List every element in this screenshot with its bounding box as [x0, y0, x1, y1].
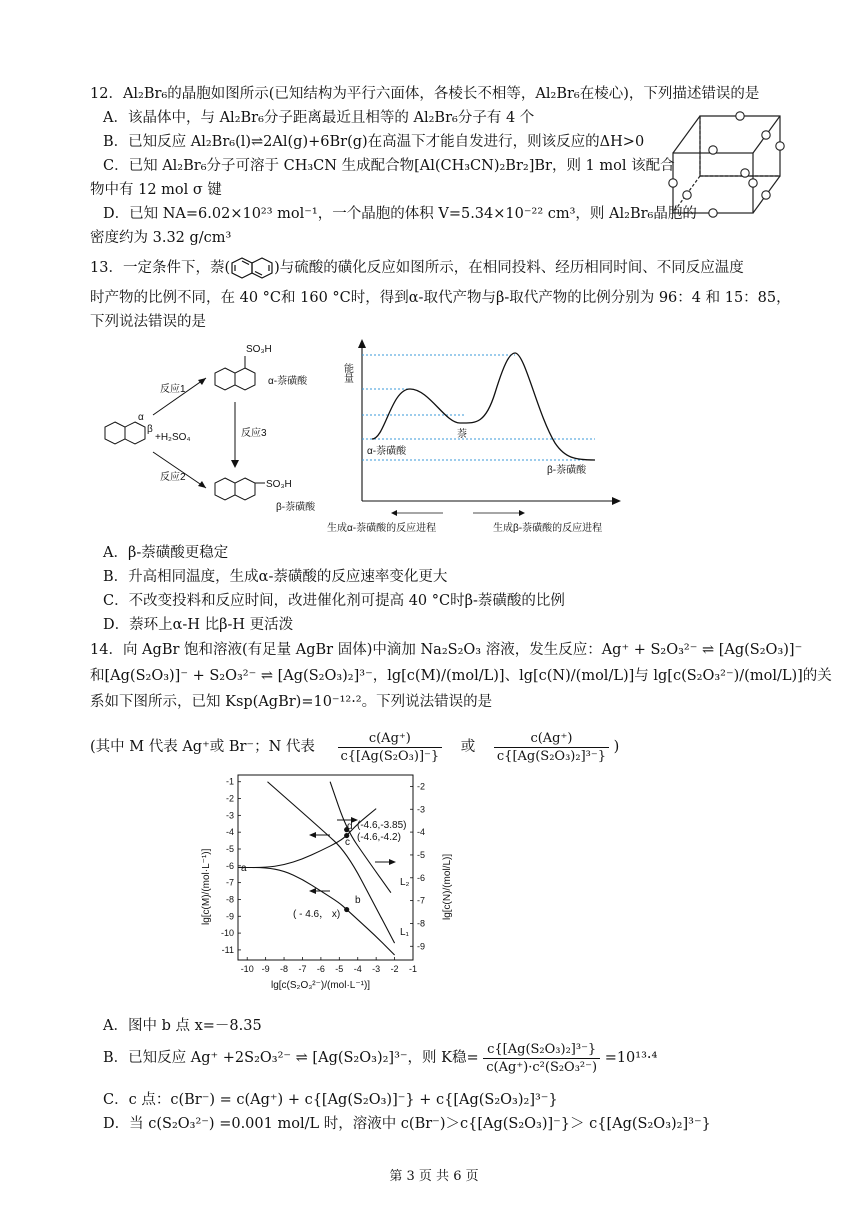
- q14-frac1-den: c{[Ag(S₂O₃)]⁻}: [340, 748, 440, 764]
- scheme-beta-name: β-萘磺酸: [276, 502, 316, 513]
- x-tick-label: -1: [408, 964, 418, 974]
- lg-concentration-chart: [195, 765, 455, 1005]
- q12-option-c-line2: 物中有 12 mol σ 键: [90, 182, 222, 198]
- q13-stem-line3: 下列说法错误的是: [90, 314, 206, 330]
- x-tick-label: -6: [316, 964, 325, 974]
- scheme-alpha-label: α: [138, 412, 144, 423]
- point-c-label: c: [345, 837, 350, 848]
- scheme-h2so4: +H₂SO₄: [155, 432, 191, 443]
- q14-stem-line2: 和[Ag(S₂O₃)]⁻ + S₂O₃²⁻ ⇌ [Ag(S₂O₃)₂]³⁻，lg[c(M)/(mol/L)]、lg[c(N)/(mol/L)]与 lg[c(S₂O₃²⁻)/(mol/L)]的关: [90, 668, 832, 684]
- curve-M-upper: [238, 809, 376, 868]
- energy-beta-label: β-萘磺酸: [547, 465, 587, 476]
- x-tick-label: -7: [298, 964, 307, 974]
- q13-stem-part1: 13．一定条件下，萘(: [90, 260, 231, 276]
- q14-option-a: A．图中 b 点 x=－8.35: [103, 1018, 262, 1034]
- sulfonation-scheme: [98, 340, 338, 520]
- y-left-tick-label: -11: [221, 944, 234, 955]
- q14-option-b-num: c{[Ag(S₂O₃)₂]³⁻}: [483, 1041, 600, 1059]
- y-right-tick-label: -3: [417, 804, 426, 815]
- q13-stem-line2: 时产物的比例不同，在 40 °C和 160 °C时，得到α-取代产物与β-取代产物的比例分别为 96：4 和 15：85，: [90, 290, 791, 306]
- chart-xlabel: lg[c(S₂O₃²⁻)/(mol·L⁻¹)]: [271, 980, 371, 991]
- y-right-tick-label: -4: [417, 827, 426, 838]
- scheme-so3h-bottom: SO₃H: [266, 479, 292, 490]
- q13-stem-line1: [90, 256, 744, 280]
- energy-profile-diagram: [325, 333, 625, 538]
- chart-ylabel-right: lg[c(N)/(mol/L)]: [442, 853, 453, 920]
- point-b-label: b: [355, 895, 361, 906]
- q14-stem-line1: 14．向 AgBr 饱和溶液(有足量 AgBr 固体)中滴加 Na₂S₂O₃ 溶液，发生反应：Ag⁺ + S₂O₃²⁻ ⇌ [Ag(S₂O₃)]⁻: [90, 642, 803, 658]
- y-left-tick-label: -9: [225, 911, 234, 922]
- y-right-tick-label: -6: [417, 872, 426, 883]
- q14-frac2: [494, 730, 609, 765]
- point-a-label: a: [241, 863, 247, 874]
- y-left-tick-label: -10: [220, 928, 234, 939]
- point-d-coord: (-4.6,-3.85): [357, 820, 407, 831]
- x-tick-label: -5: [335, 964, 344, 974]
- unit-cell-diagram: [665, 108, 790, 223]
- x-tick-label: -2: [390, 964, 399, 974]
- y-left-tick-label: -4: [225, 827, 234, 838]
- naphthalene-structure: [230, 256, 274, 280]
- y-right-tick-label: -8: [417, 918, 426, 929]
- q13-option-a: A．β-萘磺酸更稳定: [103, 545, 229, 561]
- y-left-tick-label: -3: [225, 810, 234, 821]
- q14-note-end: ): [613, 739, 620, 755]
- scheme-reaction3: 反应3: [241, 428, 267, 439]
- point-b: [344, 907, 349, 912]
- scheme-so3h-top: SO₃H: [246, 344, 272, 355]
- q12-option-d-line2: 密度约为 3.32 g/cm³: [90, 230, 232, 246]
- y-left-tick-label: -6: [225, 860, 234, 871]
- q14-option-b-value: =10¹³·⁴: [604, 1050, 658, 1066]
- q13-option-b: B．升高相同温度，生成α-萘磺酸的反应速率变化更大: [103, 569, 448, 585]
- curve-l1-label: L₁: [400, 927, 409, 938]
- energy-ylabel: 能量: [341, 363, 353, 383]
- y-left-tick-label: -2: [225, 793, 234, 804]
- x-tick-label: -8: [280, 964, 289, 974]
- q12-option-b: B．已知反应 Al₂Br₆(l)⇌2Al(g)+6Br(g)在高温下才能自发进行，则该反应的ΔH>0: [103, 134, 645, 150]
- y-right-tick-label: -5: [417, 849, 426, 860]
- y-left-tick-label: -1: [225, 776, 234, 787]
- x-tick-label: -9: [261, 964, 270, 974]
- chart-ylabel-left: lg[c(M)/(mol·L⁻¹)]: [201, 848, 212, 925]
- y-right-tick-label: -2: [417, 781, 426, 792]
- point-c-coord: (-4.6,-4.2): [357, 832, 401, 843]
- scheme-reaction1: 反应1: [160, 384, 186, 395]
- energy-x-right: 生成β-萘磺酸的反应进程: [493, 523, 603, 534]
- curve-l2-label: L₂: [400, 877, 410, 888]
- q14-option-b-text: B．已知反应 Ag⁺ +2S₂O₃²⁻ ⇌ [Ag(S₂O₃)₂]³⁻，则 K稳=: [103, 1050, 479, 1066]
- point-b-coord: ( - 4.6， x): [293, 909, 341, 920]
- q14-option-c: C．c 点：c(Br⁻) = c(Ag⁺) + c{[Ag(S₂O₃)]⁻} + c{[Ag(S₂O₃)₂]³⁻}: [103, 1092, 558, 1108]
- point-d-label: d: [347, 821, 353, 832]
- q14-option-b-den: c(Ag⁺)·c²(S₂O₃²⁻): [486, 1059, 598, 1075]
- q14-frac1-num: c(Ag⁺): [338, 730, 443, 748]
- y-left-tick-label: -8: [225, 894, 234, 905]
- q13-option-c: C．不改变投料和反应时间，改进催化剂可提高 40 °C时β-萘磺酸的比例: [103, 593, 565, 609]
- q14-option-b: [103, 1038, 657, 1078]
- scheme-reaction2: 反应2: [160, 472, 186, 483]
- q12-option-d-line1: D．已知 NA=6.02×10²³ mol⁻¹，一个晶胞的体积 V=5.34×10⁻²² cm³，则 Al₂Br₆晶胞的: [103, 206, 697, 222]
- q14-option-b-frac: [483, 1041, 600, 1076]
- x-tick-label: -10: [240, 964, 254, 974]
- y-left-tick-label: -7: [225, 877, 234, 888]
- q13-option-d: D．萘环上α-H 比β-H 更活泼: [103, 617, 294, 633]
- q14-note: [90, 728, 619, 766]
- q12-stem: 12．Al₂Br₆的晶胞如图所示(已知结构为平行六面体，各棱长不相等，Al₂Br₆在棱心)，下列描述错误的是: [90, 86, 760, 102]
- y-right-tick-label: -9: [417, 941, 426, 952]
- q14-frac2-den: c{[Ag(S₂O₃)₂]³⁻}: [496, 748, 606, 764]
- x-tick-label: -3: [372, 964, 381, 974]
- q14-frac1: [338, 730, 443, 765]
- q12-option-a: A．该晶体中，与 Al₂Br₆分子距离最近且相等的 Al₂Br₆分子有 4 个: [103, 110, 535, 126]
- energy-alpha-label: α-萘磺酸: [367, 446, 407, 457]
- q14-option-d: D．当 c(S₂O₃²⁻) =0.001 mol/L 时，溶液中 c(Br⁻)＞c{[Ag(S₂O₃)]⁻}＞ c{[Ag(S₂O₃)₂]³⁻}: [103, 1116, 711, 1132]
- q14-stem-line3: 系如下图所示，已知 Ksp(AgBr)=10⁻¹²·²。下列说法错误的是: [90, 694, 493, 710]
- q14-note-text: (其中 M 代表 Ag⁺或 Br⁻；N 代表: [90, 739, 315, 755]
- q14-frac2-num: c(Ag⁺): [494, 730, 609, 748]
- q13-stem-part2: )与硫酸的磺化反应如图所示，在相同投料、经历相同时间、不同反应温度: [274, 260, 744, 276]
- scheme-alpha-name: α-萘磺酸: [268, 376, 308, 387]
- y-right-tick-label: -7: [417, 895, 426, 906]
- y-left-tick-label: -5: [225, 844, 234, 854]
- energy-x-left: 生成α-萘磺酸的反应进程: [327, 523, 437, 534]
- page-footer: 第 3 页 共 6 页: [389, 1169, 479, 1184]
- scheme-beta-label: β: [147, 424, 153, 435]
- energy-naph-label: 萘: [457, 429, 467, 440]
- q14-note-or: 或: [460, 739, 476, 755]
- x-tick-label: -4: [353, 964, 362, 974]
- q12-option-c-line1: C．已知 Al₂Br₆分子可溶于 CH₃CN 生成配合物[Al(CH₃CN)₂Br₂]Br，则 1 mol 该配合: [103, 158, 675, 174]
